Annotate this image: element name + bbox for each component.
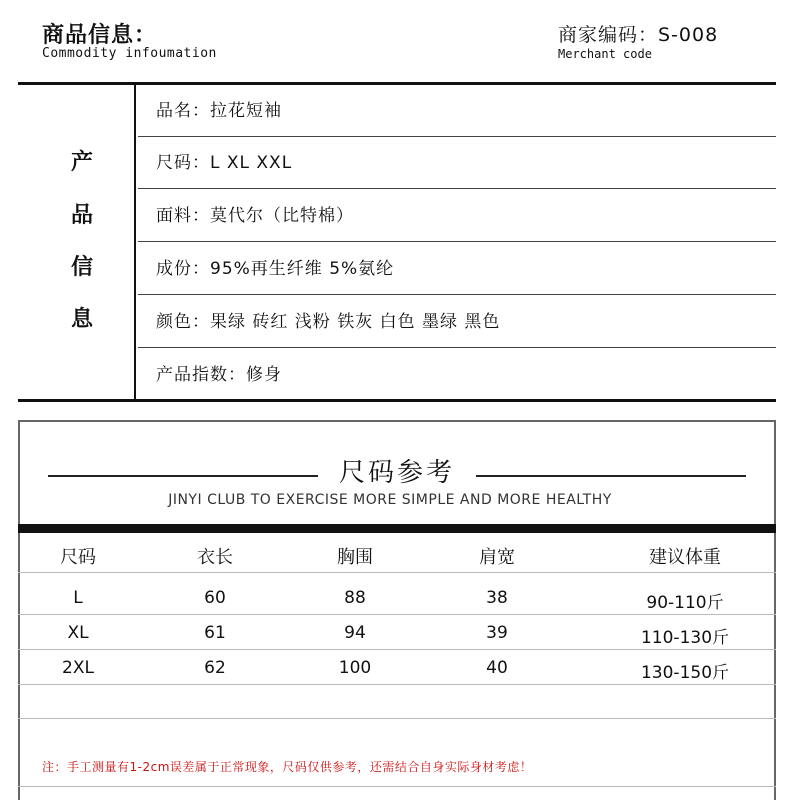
title-rule-left xyxy=(48,475,318,477)
cell-chest: 100 xyxy=(338,658,372,678)
cell-shoulder: 39 xyxy=(486,623,508,643)
col-header-shoulder: 肩宽 xyxy=(479,547,515,568)
size-chart-title: 尺码参考 xyxy=(338,458,455,488)
info-row-composition: 成份：95%再生纤维 5%氨纶 xyxy=(138,243,776,295)
merchant-code: 商家编码：S-008 xyxy=(558,24,719,46)
measurement-note: 注：手工测量有1-2cm误差属于正常现象，尺码仅供参考，还需结合自身实际身材考虑！ xyxy=(42,760,533,774)
info-row-fit-index: 产品指数：修身 xyxy=(156,365,282,385)
cell-length: 62 xyxy=(204,658,226,678)
info-row-size: 尺码：L XL XXL xyxy=(138,137,776,189)
size-chart-divider-bar xyxy=(18,524,776,533)
product-info-side-label xyxy=(18,85,136,399)
side-char: 息 xyxy=(71,307,94,332)
table-row-divider xyxy=(18,572,776,573)
cell-shoulder: 38 xyxy=(486,588,508,608)
col-header-chest: 胸围 xyxy=(337,547,373,568)
cell-weight: 90-110斤 xyxy=(646,593,724,613)
table-row-divider xyxy=(18,684,776,685)
cell-length: 60 xyxy=(204,588,226,608)
cell-chest: 88 xyxy=(344,588,366,608)
table-row-divider xyxy=(18,786,776,787)
merchant-code-subtitle: Merchant code xyxy=(558,47,652,61)
cell-chest: 94 xyxy=(344,623,366,643)
info-row-name: 品名：拉花短袖 xyxy=(138,85,776,137)
info-row-colors: 颜色：果绿 砖红 浅粉 铁灰 白色 墨绿 黑色 xyxy=(138,296,776,348)
side-char: 信 xyxy=(71,255,94,280)
info-row-fabric: 面料：莫代尔（比特棉） xyxy=(138,190,776,242)
cell-weight: 110-130斤 xyxy=(640,628,730,648)
product-info-table xyxy=(18,82,776,402)
header-title: 商品信息： xyxy=(42,23,158,48)
cell-length: 61 xyxy=(204,623,226,643)
col-header-weight: 建议体重 xyxy=(649,547,721,568)
side-char: 品 xyxy=(71,203,94,228)
cell-shoulder: 40 xyxy=(486,658,508,678)
col-header-size: 尺码 xyxy=(60,547,96,568)
size-chart-subtitle: JINYI CLUB TO EXERCISE MORE SIMPLE AND MORE HEALTHY xyxy=(168,492,612,508)
side-char: 产 xyxy=(71,150,94,175)
table-row-divider xyxy=(18,614,776,615)
table-row-divider xyxy=(18,718,776,719)
title-rule-right xyxy=(476,475,746,477)
cell-size: XL xyxy=(67,623,89,643)
cell-size: L xyxy=(73,588,83,608)
header-subtitle: Commodity infoumation xyxy=(42,46,217,61)
cell-size: 2XL xyxy=(62,658,94,678)
table-row-divider xyxy=(18,649,776,650)
col-header-length: 衣长 xyxy=(197,547,233,568)
cell-weight: 130-150斤 xyxy=(640,663,730,683)
